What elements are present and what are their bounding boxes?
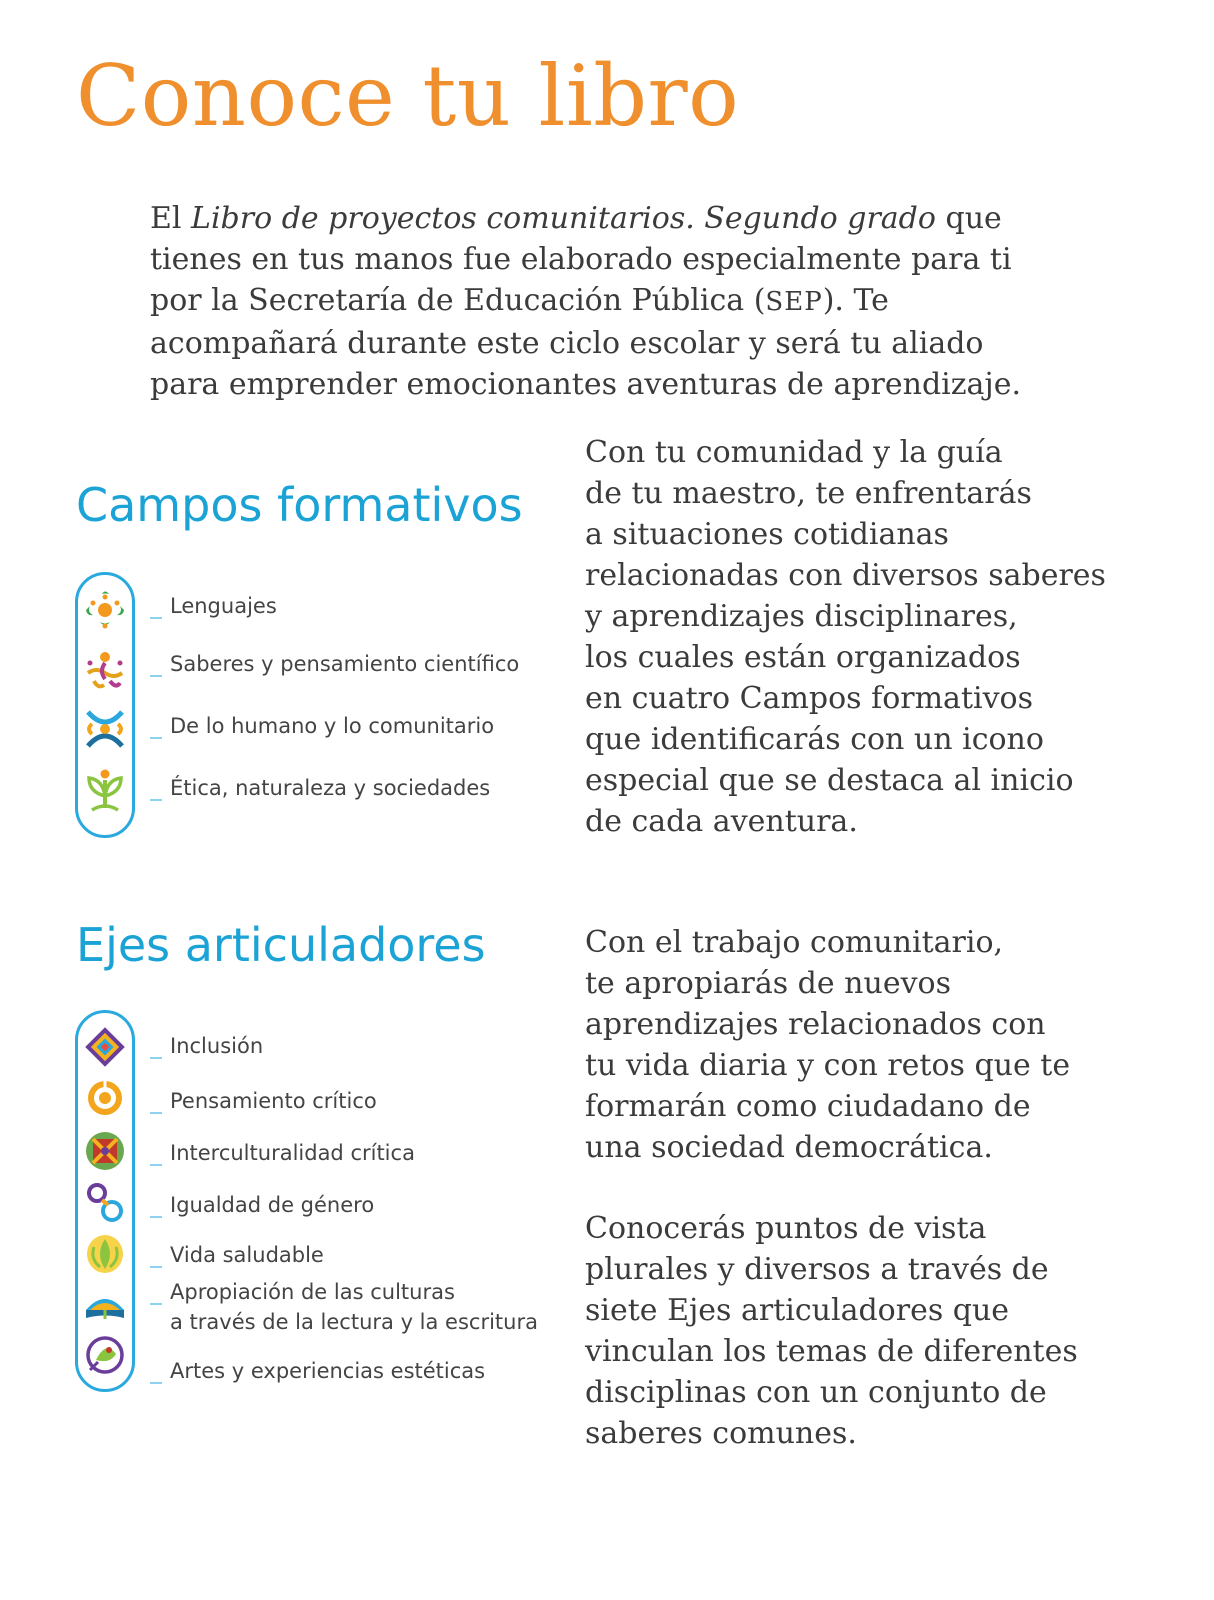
intro-paragraph [150, 198, 1050, 405]
page-title: Conoce tu libro [76, 47, 740, 145]
interculturalidad-icon [80, 1126, 130, 1176]
campos-item: Ética, naturaleza y sociedades [150, 773, 490, 803]
ejes-item: Artes y experiencias estéticas [150, 1356, 485, 1386]
intro-book-title: Libro de proyectos comunitarios. Segundo grado [191, 201, 936, 236]
humano-comunitario-icon [80, 704, 130, 754]
artes-icon [80, 1330, 130, 1380]
campos-item: Lenguajes [150, 591, 277, 621]
pensamiento-critico-icon [80, 1073, 130, 1123]
etica-naturaleza-icon [80, 766, 130, 816]
ejes-heading: Ejes articuladores [76, 918, 486, 972]
apropiacion-culturas-icon [80, 1280, 130, 1330]
ejes-item-line2: a través de la lectura y la escritura [170, 1310, 538, 1334]
campos-item: De lo humano y lo comunitario [150, 711, 494, 741]
vida-saludable-icon [80, 1229, 130, 1279]
ejes-item: Igualdad de género [150, 1190, 374, 1220]
lenguajes-icon [80, 584, 130, 634]
campos-heading: Campos formativos [76, 478, 523, 532]
ejes-paragraph-2: Conocerás puntos de vista plurales y diversos a través de siete Ejes articuladores que vinculan los temas de diferentes disciplinas con un conjunto de saberes comunes. [585, 1211, 1078, 1451]
ejes-item: Apropiación de las culturas a través de la lectura y la escritura [150, 1277, 538, 1337]
campos-item: Saberes y pensamiento científico [150, 649, 519, 679]
igualdad-genero-icon [80, 1178, 130, 1228]
inclusion-icon [80, 1022, 130, 1072]
ejes-item: Pensamiento crítico [150, 1086, 377, 1116]
intro-text-2: que tienes en tus manos fue elaborado especialmente para ti por la Secretaría de Educación Pública ( [150, 201, 1012, 318]
ejes-item: Vida saludable [150, 1240, 324, 1270]
ejes-paragraph-1: Con el trabajo comunitario, te apropiarás de nuevos aprendizajes relacionados con tu vida diaria y con retos que te formarán como ciudadano de una sociedad democrática. [585, 925, 1071, 1165]
intro-sep-abbr: SEP [765, 287, 823, 317]
ejes-item: Interculturalidad crítica [150, 1138, 415, 1168]
intro-text-3: ). Te acompañará durante este ciclo escolar y será tu aliado para emprender emocionantes aventuras de aprendizaje. [150, 283, 1022, 402]
campos-paragraph: Con tu comunidad y la guía de tu maestro, te enfrentarás a situaciones cotidianas relacionadas con diversos saberes y aprendizajes disciplinares, los cuales están organizados en cuatro Campos formativos que identificarás con un icono especial que se destaca al inicio de cada aventura. [585, 435, 1106, 839]
intro-text-1: El [150, 201, 192, 236]
saberes-icon [80, 645, 130, 695]
ejes-item: Inclusión [150, 1031, 263, 1061]
